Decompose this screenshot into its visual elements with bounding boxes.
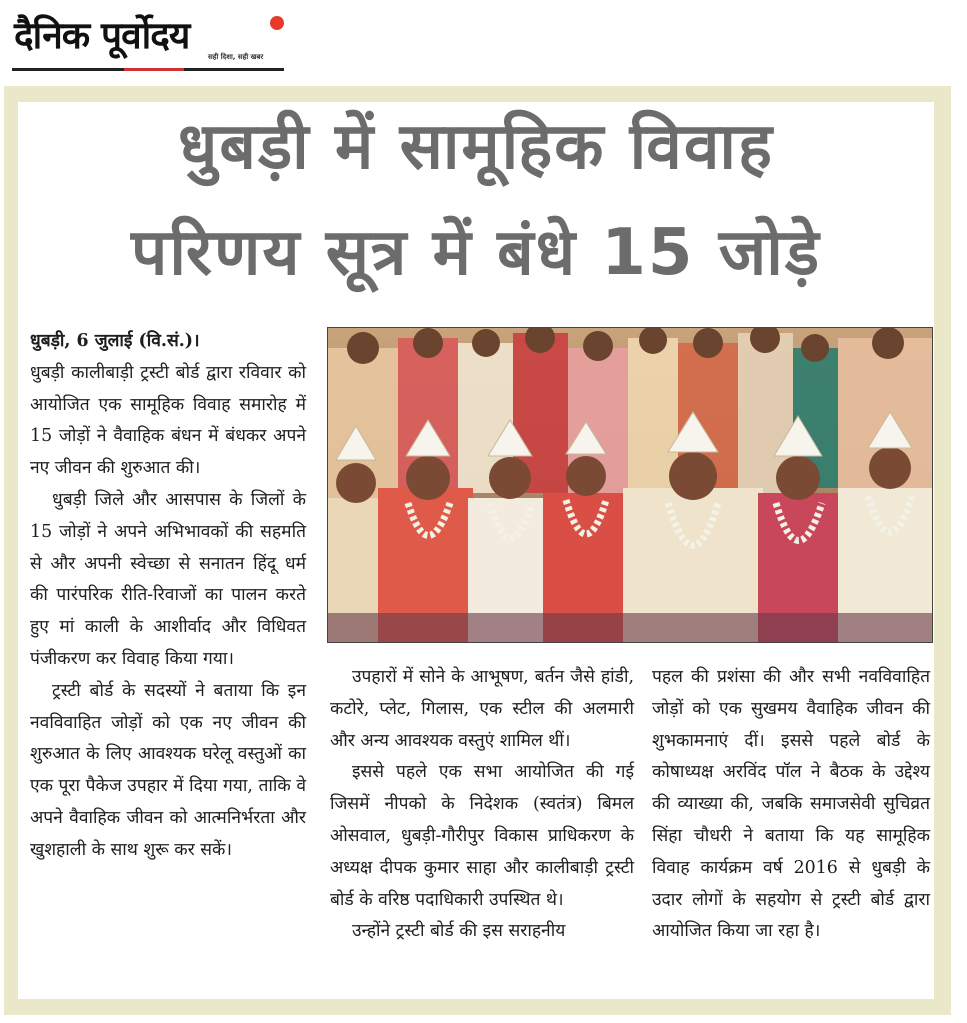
paragraph-1: धुबड़ी कालीबाड़ी ट्रस्टी बोर्ड द्वारा रविवार को आयोजित एक सामूहिक विवाह समारोह में 15 जोड़ों ने वैवाहिक बंधन में बंधकर अपने नए जीवन की शुरुआत की। xyxy=(30,362,306,479)
tagline: सही दिशा, सही खबर xyxy=(208,53,264,61)
paragraph-5: इससे पहले एक सभा आयोजित की गई जिसमें नीपको के निदेशक (स्वतंत्र) बिमल ओसवाल, धुबड़ी-गौरीपुर विकास प्राधिकरण के अध्यक्ष दीपक कुमार साहा और कालीबाड़ी ट्रस्टी बोर्ड के वरिष्ठ पदाधिकारी उपस्थित थे। xyxy=(330,762,634,910)
wedding-photo xyxy=(327,327,933,643)
paragraph-4: उपहारों में सोने के आभूषण, बर्तन जैसे हांडी, कटोरे, प्लेट, गिलास, एक स्टील की अलमारी और अन्य आवश्यक वस्तुएं शामिल थीं। xyxy=(330,667,634,751)
article-column-3 xyxy=(652,662,930,948)
article-column-1 xyxy=(30,326,306,867)
newspaper-logo: दैनिक पूर्वोदय xyxy=(14,14,190,57)
paragraph-2: धुबड़ी जिले और आसपास के जिलों के 15 जोड़ों ने अपने अभिभावकों की सहमति से और अपनी स्वेच्छा से सनातन हिंदू धर्म की पारंपरिक रीति-रिवाजों का पालन करते हुए मां काली के आशीर्वाद और विधिवत पंजीकरण कर विवाह किया गया। xyxy=(30,489,306,669)
masthead xyxy=(12,6,287,72)
paragraph-6: उन्होंने ट्रस्टी बोर्ड की इस सराहनीय xyxy=(352,921,566,942)
paragraph-3: ट्रस्टी बोर्ड के सदस्यों ने बताया कि इन नवविवाहित जोड़ों को एक नए जीवन की शुरुआत के लिए आवश्यक घरेलू वस्तुओं का एक पूरा पैकेज उपहार में दिया गया, ताकि वे अपने वैवाहिक जीवन को आत्मनिर्भरता और खुशहाली के साथ शुरू कर सकें। xyxy=(30,680,306,860)
headline-line-2: परिणय सूत्र में बंधे 15 जोड़े xyxy=(130,216,822,290)
masthead-accent-rule xyxy=(124,68,184,71)
headline-line-1: धुबड़ी में सामूहिक विवाह xyxy=(178,110,774,184)
logo-dot-icon xyxy=(270,16,284,30)
article-column-2 xyxy=(330,662,634,948)
paragraph-7: पहल की प्रशंसा की और सभी नवविवाहित जोड़ों को एक सुखमय वैवाहिक जीवन की शुभकामनाएं दीं। इससे पहले बोर्ड के कोषाध्यक्ष अरविंद पॉल ने बैठक के उद्देश्य की व्याख्या की, जबकि समाजसेवी सुचिव्रत सिंहा चौधरी ने बताया कि यह सामूहिक विवाह कार्यक्रम वर्ष 2016 से धुबड़ी के उदार लोगों के सहयोग से ट्रस्टी बोर्ड द्वारा आयोजित किया जा रहा है। xyxy=(652,667,930,942)
dateline: धुबड़ी, 6 जुलाई (वि.सं.)। xyxy=(30,331,200,351)
